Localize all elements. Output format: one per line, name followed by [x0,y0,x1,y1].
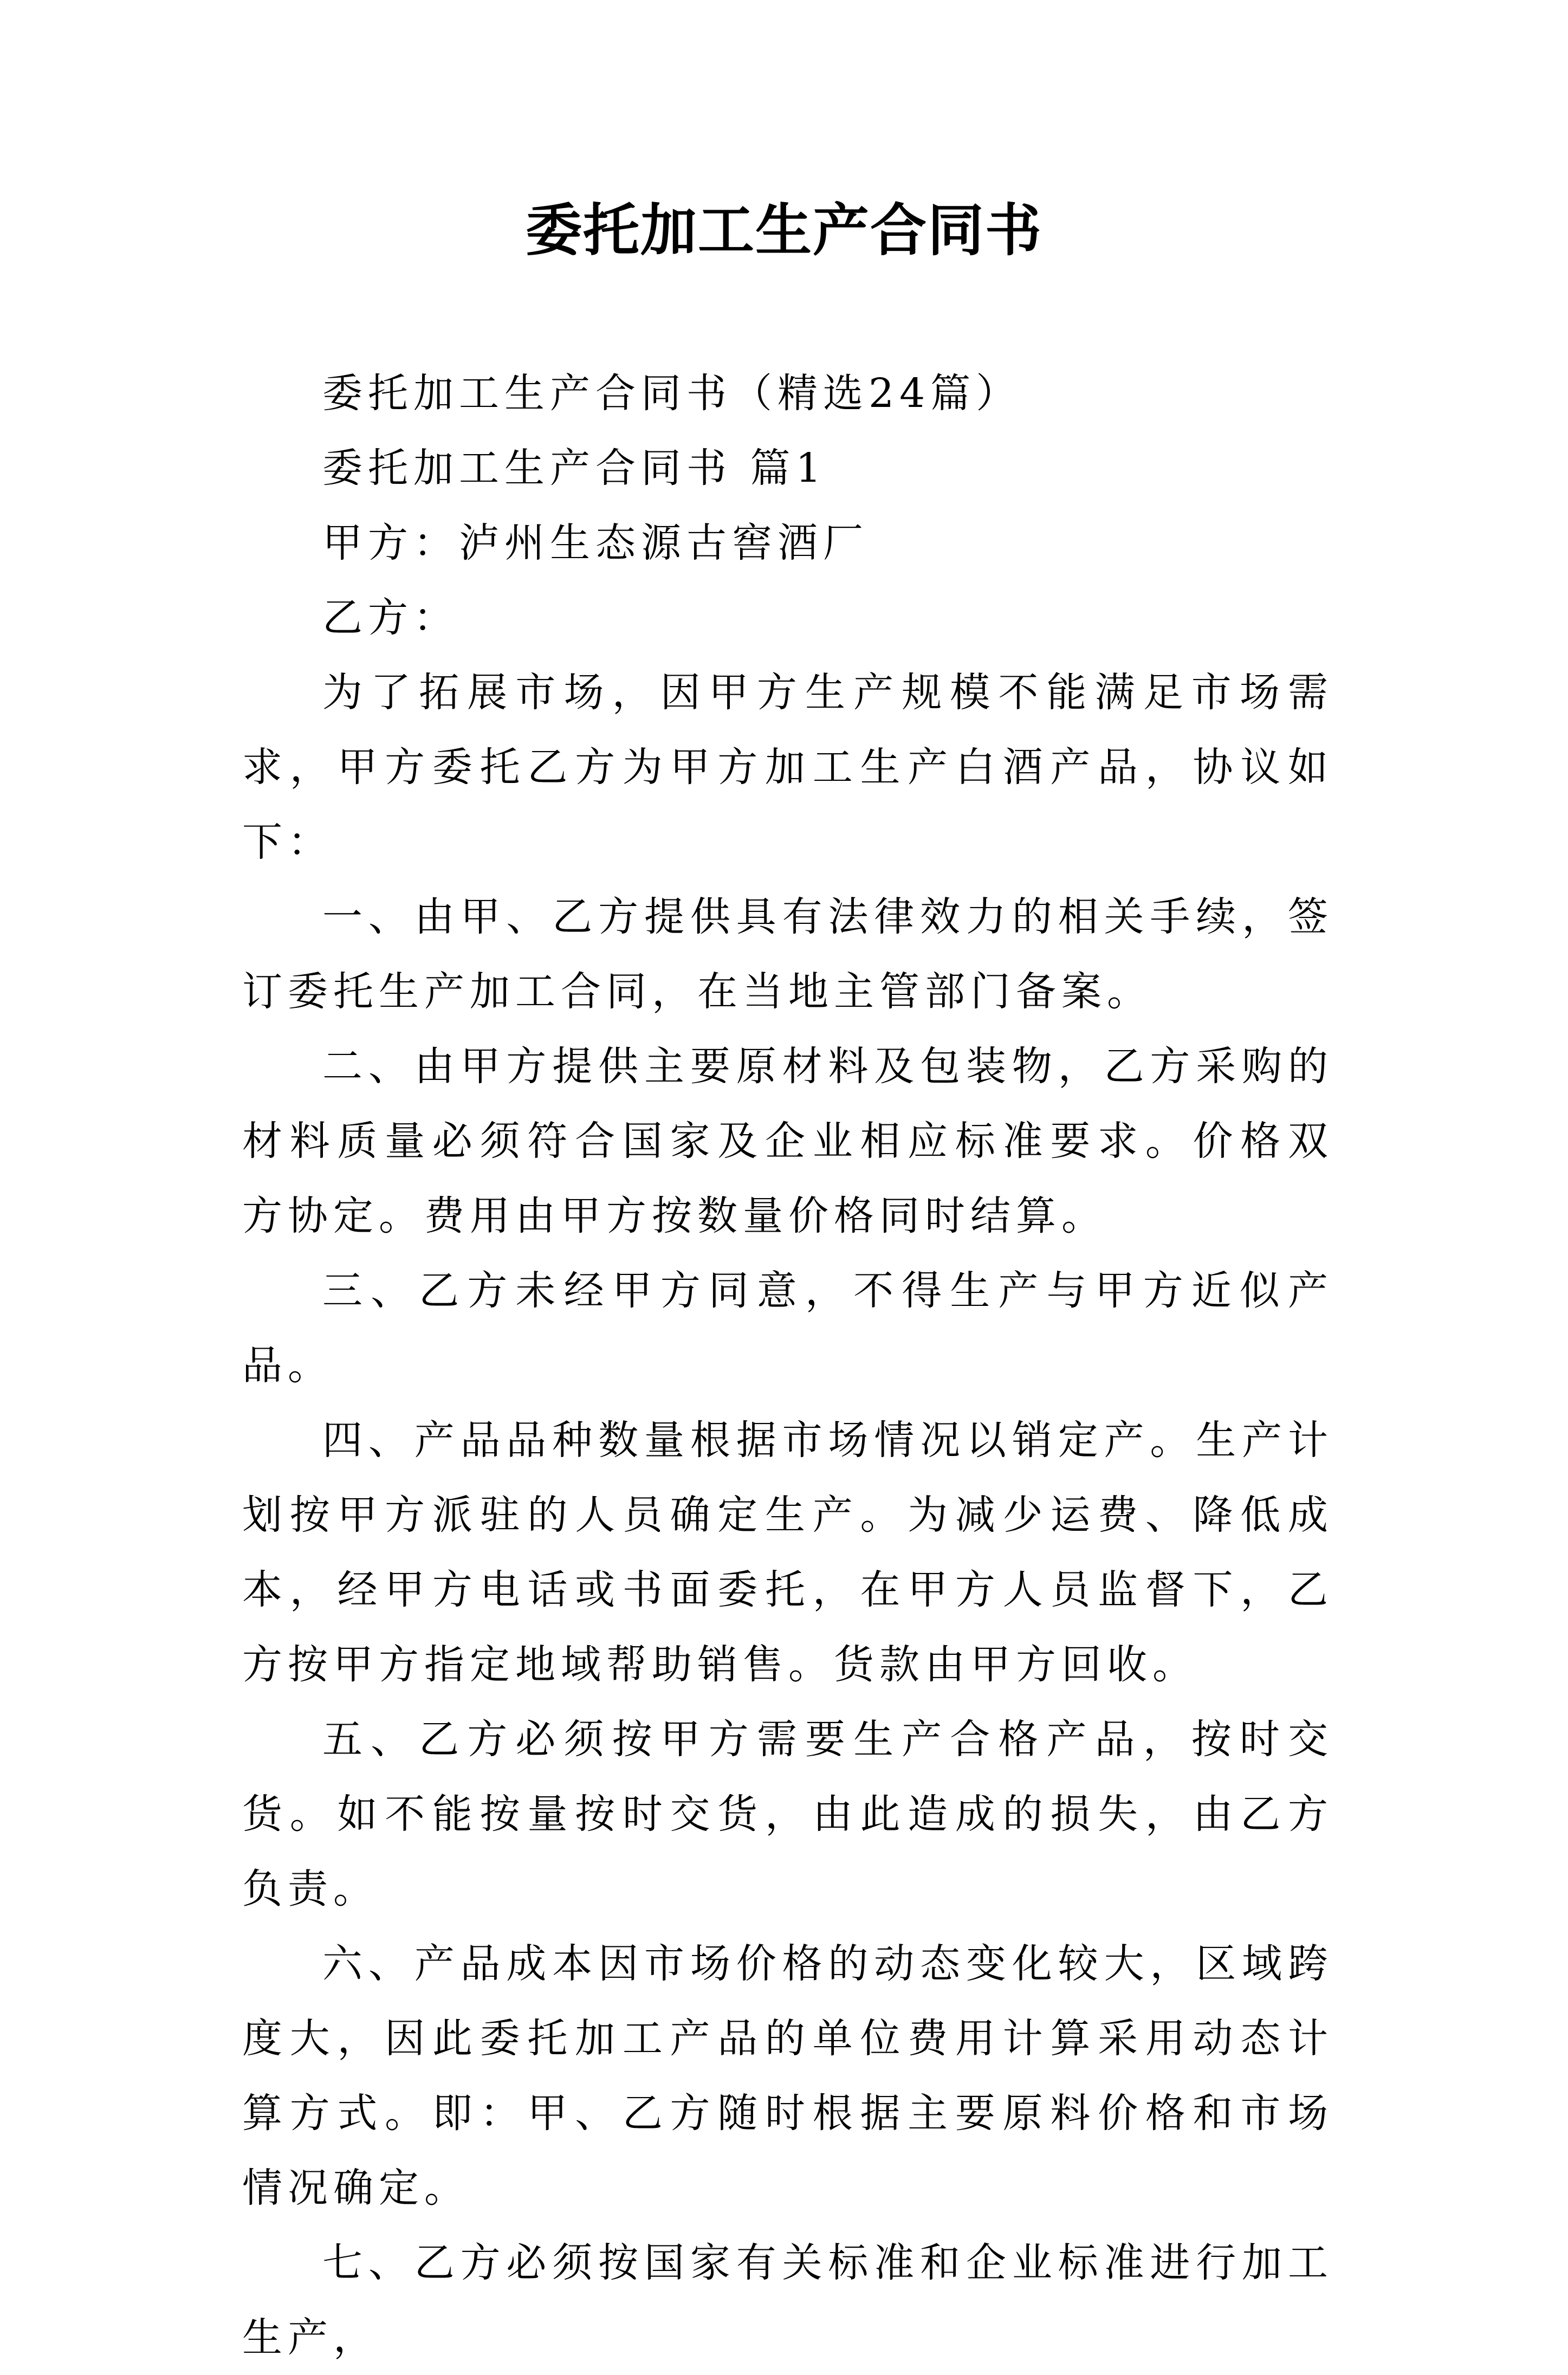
document-body [242,356,1333,2375]
document-title: 委托加工生产合同书 [525,197,1042,263]
paragraph-clause-2: 二、由甲方提供主要原材料及包装物，乙方采购的材料质量必须符合国家及企业相应标准要求。价格双方协定。费用由甲方按数量价格同时结算。 [242,1043,1333,1239]
paragraph-clause-1: 一、由甲、乙方提供具有法律效力的相关手续，签订委托生产加工合同，在当地主管部门备案。 [242,894,1333,1015]
paragraph-clause-4: 四、产品品种数量根据市场情况以销定产。生产计划按甲方派驻的人员确定生产。为减少运费、降低成本，经甲方电话或书面委托，在甲方人员监督下，乙方按甲方指定地域帮助销售。货款由甲方回收。 [242,1417,1333,1688]
paragraph-clause-6: 六、产品成本因市场价格的动态变化较大，区域跨度大，因此委托加工产品的单位费用计算采用动态计算方式。即：甲、乙方随时根据主要原料价格和市场情况确定。 [242,1940,1333,2211]
paragraph-collection-title: 委托加工生产合同书（精选24篇） [322,370,1022,417]
paragraph-clause-5: 五、乙方必须按甲方需要生产合格产品，按时交货。如不能按量按时交货，由此造成的损失，由乙方负责。 [242,1716,1333,1912]
paragraph-clause-7: 七、乙方必须按国家有关标准和企业标准进行加工生产， [242,2240,1333,2361]
paragraph-preamble: 为了拓展市场，因甲方生产规模不能满足市场需求，甲方委托乙方为甲方加工生产白酒产品，协议如下： [242,669,1333,865]
paragraph-section-heading: 委托加工生产合同书 篇1 [322,445,827,491]
paragraph-party-b: 乙方： [322,594,459,641]
paragraph-party-a: 甲方：泸州生态源古窖酒厂 [322,520,869,566]
paragraph-clause-3: 三、乙方未经甲方同意，不得生产与甲方近似产品。 [242,1267,1333,1389]
